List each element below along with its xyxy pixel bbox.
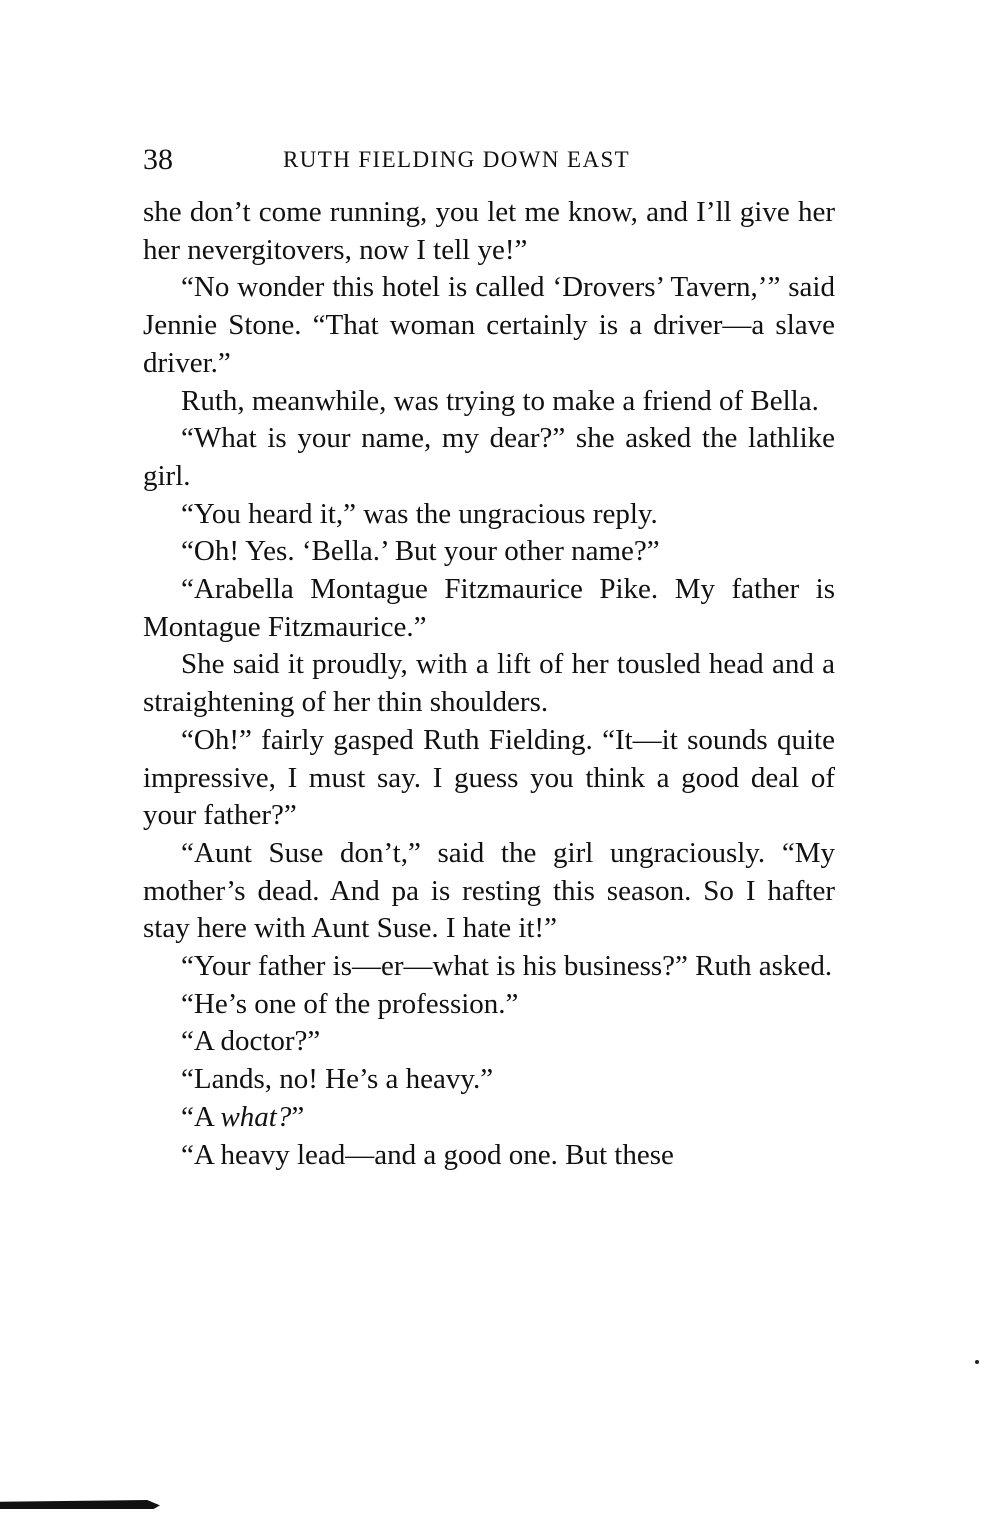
paragraph: “A doctor?” <box>181 1025 321 1058</box>
paragraph: “Oh!” fairly gasped Ruth Fielding. “It—it sounds quite impressive, I must say. I guess you think a good deal of your father?” <box>143 723 835 832</box>
paragraph: “You heard it,” was the ungracious reply. <box>181 497 658 530</box>
page-number: 38 <box>143 143 173 176</box>
paragraph: “What is your name, my dear?” she asked the lathlike girl. <box>143 422 835 492</box>
emphasized-word: what? <box>220 1100 292 1133</box>
paragraph: “A heavy lead—and a good one. But these <box>181 1138 674 1171</box>
paragraph-with-emphasis <box>143 1099 835 1137</box>
paragraph: “He’s one of the profession.” <box>181 987 519 1020</box>
running-head: RUTH FIELDING DOWN EAST <box>283 147 631 172</box>
paragraph: “Aunt Suse don’t,” said the girl ungraciously. “My mother’s dead. And pa is resting this season. So I hafter stay here with Aunt Suse. I hate it!” <box>143 836 835 945</box>
paragraph: She said it proudly, with a lift of her tousled head and a straightening of her thin shoulders. <box>143 648 835 719</box>
paragraph: Ruth, meanwhile, was trying to make a friend of Bella. <box>181 384 819 417</box>
body-text <box>143 194 835 1174</box>
scan-edge-mark <box>0 1500 160 1509</box>
paragraph: “Your father is—er—what is his business?” Ruth asked. <box>181 950 833 983</box>
paragraph: “Lands, no! He’s a heavy.” <box>181 1063 494 1096</box>
paragraph: “Oh! Yes. ‘Bella.’ But your other name?” <box>181 535 660 568</box>
paragraph: “No wonder this hotel is called ‘Drovers’ Tavern,’” said Jennie Stone. “That woman certainly is a driver—a slave driver.” <box>143 271 835 379</box>
paragraph: “Arabella Montague Fitzmaurice Pike. My father is Montague Fitzmaurice.” <box>143 573 835 643</box>
page-header <box>143 140 835 180</box>
paragraph: she don’t come running, you let me know, and I’ll give her her nevergitovers, now I tell ye!” <box>143 196 835 266</box>
quote-open: “A <box>181 1100 221 1133</box>
quote-close: ” <box>291 1100 305 1133</box>
ink-speck <box>975 1360 979 1364</box>
